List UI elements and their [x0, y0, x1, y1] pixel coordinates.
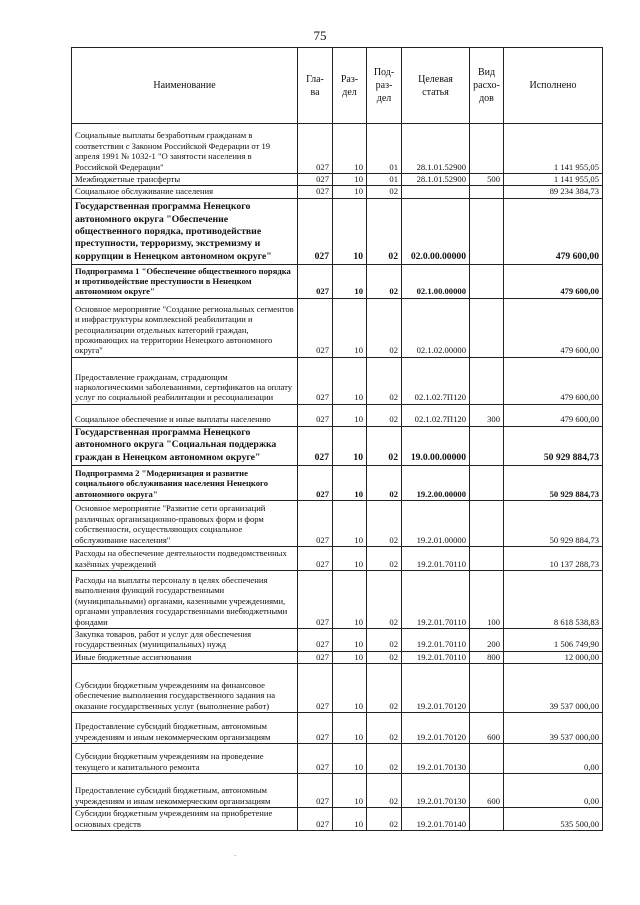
cell-target: 28.1.01.52900 [402, 174, 470, 186]
cell-target: 19.0.00.00000 [402, 426, 470, 465]
cell-executed: 39 537 000,00 [504, 664, 603, 713]
cell-executed: 479 600,00 [504, 404, 603, 426]
cell-subsection: 02 [367, 298, 402, 357]
cell-exp-type [470, 808, 504, 831]
table-row [72, 186, 603, 198]
table-row [72, 547, 603, 571]
cell-executed: 50 929 884,73 [504, 501, 603, 547]
cell-chapter: 027 [298, 651, 333, 663]
table-row [72, 426, 603, 465]
cell-section: 10 [333, 198, 367, 264]
header-section: Раз- дел [333, 48, 367, 124]
table-row [72, 198, 603, 264]
cell-exp-type: 600 [470, 713, 504, 744]
cell-name: Предоставление субсидий бюджетным, автономным учреждениям и иным некоммерческим организациям [72, 713, 298, 744]
table-row [72, 774, 603, 808]
cell-subsection: 02 [367, 547, 402, 571]
cell-chapter: 027 [298, 426, 333, 465]
cell-chapter: 027 [298, 174, 333, 186]
cell-chapter: 027 [298, 664, 333, 713]
table-row [72, 466, 603, 501]
table-row [72, 501, 603, 547]
cell-chapter: 027 [298, 124, 333, 174]
cell-chapter: 027 [298, 547, 333, 571]
cell-executed: 12 000,00 [504, 651, 603, 663]
cell-target: 28.1.01.52900 [402, 124, 470, 174]
cell-name: Межбюджетные трансферты [72, 174, 298, 186]
table-row [72, 298, 603, 357]
cell-chapter: 027 [298, 808, 333, 831]
cell-executed: 89 234 384,73 [504, 186, 603, 198]
cell-subsection: 02 [367, 501, 402, 547]
table-row [72, 664, 603, 713]
cell-section: 10 [333, 664, 367, 713]
table-row [72, 357, 603, 404]
cell-chapter: 027 [298, 713, 333, 744]
header-target: Целевая статья [402, 48, 470, 124]
cell-target: 02.1.02.00000 [402, 298, 470, 357]
cell-subsection: 02 [367, 264, 402, 298]
cell-name: Социальное обеспечение и иные выплаты населению [72, 404, 298, 426]
cell-subsection: 02 [367, 466, 402, 501]
cell-exp-type [470, 466, 504, 501]
cell-chapter: 027 [298, 774, 333, 808]
table-header-row [72, 48, 603, 124]
cell-exp-type [470, 547, 504, 571]
cell-chapter: 027 [298, 404, 333, 426]
cell-target: 19.2.01.70120 [402, 713, 470, 744]
cell-section: 10 [333, 629, 367, 652]
cell-subsection: 02 [367, 198, 402, 264]
cell-name: Закупка товаров, работ и услуг для обеспечения государственных (муниципальных) нужд [72, 629, 298, 652]
cell-name: Предоставление субсидий бюджетным, автономным учреждениям и иным некоммерческим организациям [72, 774, 298, 808]
cell-name: Субсидии бюджетным учреждениям на финансовое обеспечение выполнения государственного задания на оказание государственных услуг (выполнение работ) [72, 664, 298, 713]
cell-section: 10 [333, 174, 367, 186]
cell-exp-type [470, 501, 504, 547]
cell-chapter: 027 [298, 571, 333, 629]
cell-target: 19.2.01.70120 [402, 664, 470, 713]
cell-subsection: 02 [367, 629, 402, 652]
table-row [72, 744, 603, 774]
header-chapter: Гла- ва [298, 48, 333, 124]
cell-subsection: 02 [367, 357, 402, 404]
table-row [72, 124, 603, 174]
cell-executed: 479 600,00 [504, 198, 603, 264]
cell-name: Социальное обслуживание населения [72, 186, 298, 198]
cell-exp-type: 500 [470, 174, 504, 186]
cell-executed: 8 618 538,83 [504, 571, 603, 629]
cell-chapter: 027 [298, 501, 333, 547]
cell-target: 02.1.02.7П120 [402, 404, 470, 426]
cell-target: 19.2.01.70110 [402, 651, 470, 663]
header-name: Наименование [72, 48, 298, 124]
table-row [72, 651, 603, 663]
cell-section: 10 [333, 774, 367, 808]
table-body [72, 124, 603, 831]
cell-executed: 1 141 955,05 [504, 174, 603, 186]
cell-target: 19.2.01.70130 [402, 774, 470, 808]
cell-section: 10 [333, 357, 367, 404]
scan-mark: · [234, 852, 237, 860]
cell-executed: 0,00 [504, 774, 603, 808]
cell-section: 10 [333, 571, 367, 629]
cell-name: Социальные выплаты безработным гражданам в соответствии с Законом Российской Федерации от 19 апреля 1991 № 1032-1 "О занятости населения в Российской Федерации" [72, 124, 298, 174]
header-subsection: Под- раз- дел [367, 48, 402, 124]
table-row [72, 264, 603, 298]
cell-name: Предоставление гражданам, страдающим наркологическими заболеваниями, сертификатов на оплату услуг по социальной реабилитации и ресоциализации [72, 357, 298, 404]
cell-executed: 479 600,00 [504, 357, 603, 404]
cell-target: 02.0.00.00000 [402, 198, 470, 264]
cell-section: 10 [333, 124, 367, 174]
cell-name: Расходы на обеспечение деятельности подведомственных казённых учреждений [72, 547, 298, 571]
cell-section: 10 [333, 501, 367, 547]
cell-chapter: 027 [298, 198, 333, 264]
cell-subsection: 01 [367, 124, 402, 174]
cell-section: 10 [333, 744, 367, 774]
cell-exp-type [470, 357, 504, 404]
table-row [72, 404, 603, 426]
cell-name: Подпрограмма 2 "Модернизация и развитие социального обслуживания населения Ненецкого автономного округа" [72, 466, 298, 501]
cell-target: 19.2.01.70110 [402, 571, 470, 629]
cell-target: 19.2.01.70110 [402, 547, 470, 571]
cell-section: 10 [333, 808, 367, 831]
cell-subsection: 01 [367, 174, 402, 186]
cell-chapter: 027 [298, 629, 333, 652]
cell-exp-type [470, 186, 504, 198]
cell-section: 10 [333, 264, 367, 298]
cell-subsection: 02 [367, 426, 402, 465]
cell-exp-type [470, 198, 504, 264]
cell-section: 10 [333, 651, 367, 663]
cell-executed: 1 506 749,90 [504, 629, 603, 652]
cell-section: 10 [333, 298, 367, 357]
cell-executed: 39 537 000,00 [504, 713, 603, 744]
cell-section: 10 [333, 466, 367, 501]
cell-section: 10 [333, 426, 367, 465]
cell-chapter: 027 [298, 298, 333, 357]
table-row [72, 174, 603, 186]
cell-exp-type [470, 664, 504, 713]
cell-target [402, 186, 470, 198]
cell-name: Основное мероприятие "Развитие сети организаций различных организационно-правовых форм и форм собственности, осуществляющих социальное обслуживание населения" [72, 501, 298, 547]
header-exp-type: Вид расхо- дов [470, 48, 504, 124]
cell-executed: 1 141 955,05 [504, 124, 603, 174]
cell-subsection: 02 [367, 713, 402, 744]
cell-name: Подпрограмма 1 "Обеспечение общественного порядка и противодействие преступности в Ненецком автономном округе" [72, 264, 298, 298]
cell-exp-type: 300 [470, 404, 504, 426]
cell-exp-type: 200 [470, 629, 504, 652]
cell-name: Расходы на выплаты персоналу в целях обеспечения выполнения функций государственными (муниципальными) органами, казенными учреждениями, органами управления государственными внебюджетными фондами [72, 571, 298, 629]
cell-target: 02.1.00.00000 [402, 264, 470, 298]
cell-chapter: 027 [298, 186, 333, 198]
cell-executed: 50 929 884,73 [504, 466, 603, 501]
cell-name: Иные бюджетные ассигнования [72, 651, 298, 663]
table-row [72, 808, 603, 831]
cell-exp-type [470, 744, 504, 774]
cell-section: 10 [333, 404, 367, 426]
budget-table [71, 47, 603, 831]
cell-exp-type: 600 [470, 774, 504, 808]
cell-target: 19.2.01.00000 [402, 501, 470, 547]
cell-target: 19.2.00.00000 [402, 466, 470, 501]
table-row [72, 713, 603, 744]
cell-subsection: 02 [367, 808, 402, 831]
page-number: 75 [313, 28, 327, 43]
cell-target: 19.2.01.70130 [402, 744, 470, 774]
cell-executed: 10 137 288,73 [504, 547, 603, 571]
table-row [72, 629, 603, 652]
cell-target: 19.2.01.70140 [402, 808, 470, 831]
cell-executed: 535 500,00 [504, 808, 603, 831]
cell-section: 10 [333, 547, 367, 571]
cell-name: Субсидии бюджетным учреждениям на проведение текущего и капитального ремонта [72, 744, 298, 774]
table-row [72, 571, 603, 629]
cell-subsection: 02 [367, 571, 402, 629]
cell-chapter: 027 [298, 466, 333, 501]
cell-target: 02.1.02.7П120 [402, 357, 470, 404]
cell-section: 10 [333, 186, 367, 198]
cell-exp-type [470, 264, 504, 298]
cell-name: Государственная программа Ненецкого автономного округа "Социальная поддержка граждан в Ненецком автономном округе" [72, 426, 298, 465]
cell-exp-type: 800 [470, 651, 504, 663]
header-executed: Исполнено [504, 48, 603, 124]
cell-subsection: 02 [367, 651, 402, 663]
cell-exp-type [470, 124, 504, 174]
cell-exp-type [470, 298, 504, 357]
cell-name: Основное мероприятие "Создание региональных сегментов и инфраструктуры комплексной реабилитации и ресоциализации отдельных категорий граждан, проживающих на территории Ненецкого автономного округа" [72, 298, 298, 357]
cell-subsection: 02 [367, 186, 402, 198]
cell-chapter: 027 [298, 357, 333, 404]
cell-subsection: 02 [367, 404, 402, 426]
cell-executed: 479 600,00 [504, 264, 603, 298]
cell-name: Государственная программа Ненецкого автономного округа "Обеспечение общественного порядка, противодействие преступности, терроризму, экстремизму и коррупции в Ненецком автономном округе" [72, 198, 298, 264]
cell-subsection: 02 [367, 744, 402, 774]
cell-subsection: 02 [367, 664, 402, 713]
cell-section: 10 [333, 713, 367, 744]
cell-exp-type: 100 [470, 571, 504, 629]
cell-executed: 50 929 884,73 [504, 426, 603, 465]
cell-subsection: 02 [367, 774, 402, 808]
cell-target: 19.2.01.70110 [402, 629, 470, 652]
cell-chapter: 027 [298, 744, 333, 774]
cell-chapter: 027 [298, 264, 333, 298]
cell-name: Субсидии бюджетным учреждениям на приобретение основных средств [72, 808, 298, 831]
cell-exp-type [470, 426, 504, 465]
cell-executed: 479 600,00 [504, 298, 603, 357]
cell-executed: 0,00 [504, 744, 603, 774]
